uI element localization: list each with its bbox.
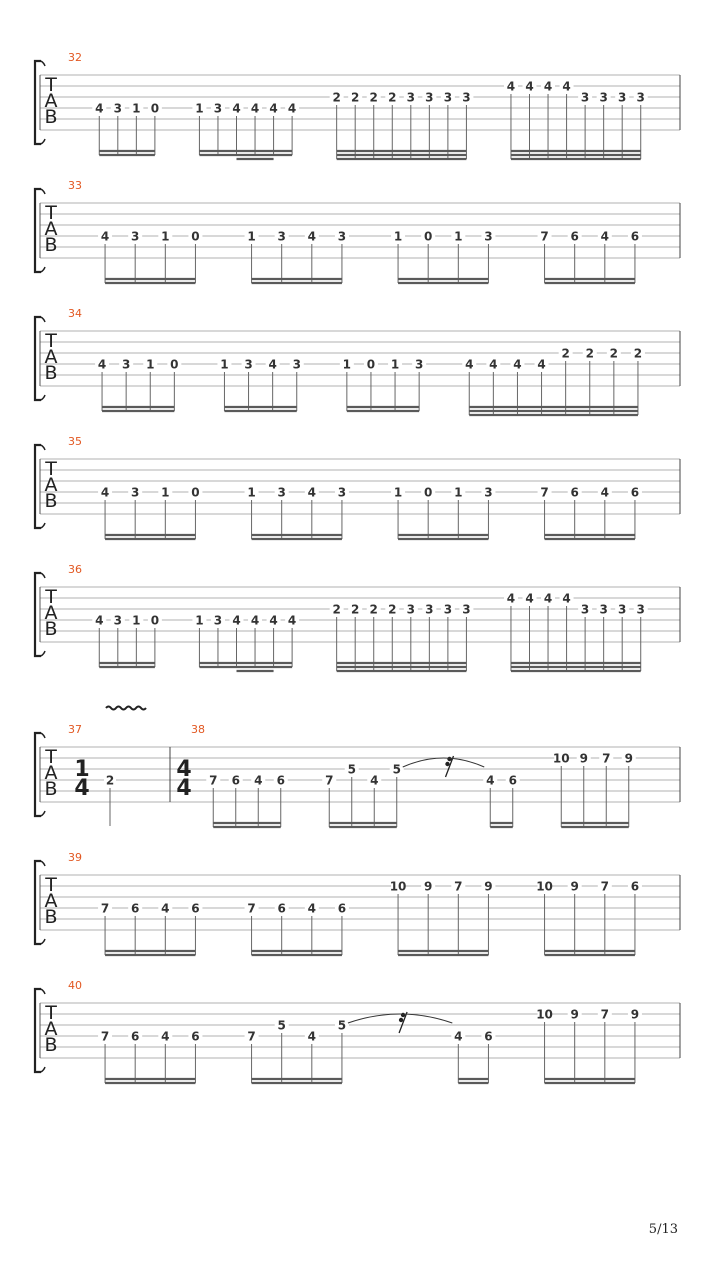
fret-number: 3 [580,90,590,105]
fret-number: 3 [462,90,471,105]
fret-number: 4 [100,485,110,500]
fret-number: 10 [536,879,553,894]
fret-number: 3 [425,90,434,105]
fret-number: 5 [347,762,356,777]
fret-number: 4 [543,591,553,606]
fret-number: 4 [287,613,297,628]
fret-number: 9 [484,879,493,894]
fret-number: 7 [540,485,549,500]
fret-number: 1 [161,485,170,500]
fret-number: 7 [209,773,218,788]
fret-number: 3 [636,90,645,105]
fret-number: 0 [424,229,433,244]
fret-number: 2 [585,346,594,361]
fret-number: 2 [561,346,570,361]
fret-number: 2 [388,602,397,617]
fret-number: 1 [132,101,141,116]
tab-clef-letter: B [44,778,58,800]
fret-number: 2 [351,90,360,105]
fret-number: 4 [537,357,546,372]
tab-clef-letter: B [44,618,58,640]
fret-number: 6 [484,1029,493,1044]
fret-number: 4 [232,613,241,628]
fret-number: 7 [247,901,256,916]
fret-number: 1 [393,229,403,244]
tab-clef-letter: B [44,1034,58,1056]
fret-number: 1 [390,357,400,372]
time-signature-top: 1 [74,757,90,782]
fret-number: 9 [570,879,579,894]
fret-number: 3 [131,485,140,500]
fret-number: 6 [231,773,240,788]
measure-number: 35 [68,435,82,448]
fret-number: 0 [191,229,200,244]
fret-number: 7 [600,879,609,894]
fret-number: 4 [287,101,297,116]
tab-clef-letter: A [44,346,58,368]
page-number: 5/13 [648,1222,678,1237]
tab-clef-letter: T [45,746,57,768]
fret-number: 1 [195,613,204,628]
fret-number: 5 [277,1018,286,1033]
fret-number: 10 [552,751,570,766]
fret-number: 4 [250,101,260,116]
fret-number: 6 [570,485,579,500]
fret-number: 3 [292,357,301,372]
fret-number: 3 [443,90,453,105]
bracket-hook [41,573,45,578]
fret-number: 4 [307,901,316,916]
tab-clef-letter: B [44,490,58,512]
fret-number: 3 [277,485,286,500]
tab-clef-letter: T [45,74,57,96]
fret-number: 3 [425,602,434,617]
tab-clef-letter: T [45,202,57,224]
fret-number: 4 [600,229,609,244]
rest-dot [447,757,451,761]
measure-number: 33 [68,179,82,192]
tab-clef-letter: T [45,1002,57,1024]
bracket-hook [41,139,45,144]
fret-number: 3 [462,602,471,617]
fret-number: 3 [484,485,493,500]
tab-clef-letter: T [45,458,57,480]
fret-number: 3 [213,101,223,116]
fret-number: 6 [570,229,579,244]
time-signature-top: 4 [176,757,192,782]
fret-number: 0 [424,485,433,500]
measure-number: 34 [68,307,82,320]
fret-number: 1 [454,229,463,244]
time-signature-bottom: 4 [74,776,90,801]
fret-number: 2 [332,602,341,617]
fret-number: 1 [220,357,229,372]
fret-number: 4 [486,773,495,788]
fret-number: 2 [351,602,360,617]
fret-number: 4 [161,1029,170,1044]
fret-number: 0 [150,613,160,628]
fret-number: 7 [100,1029,110,1044]
fret-number: 4 [307,1029,316,1044]
tab-clef-letter: B [44,362,58,384]
measure-number: 37 [68,723,82,736]
fret-number: 3 [131,229,140,244]
fret-number: 7 [247,1029,256,1044]
fret-number: 4 [543,79,553,94]
fret-number: 4 [506,591,516,606]
fret-number: 4 [525,591,534,606]
fret-number: 4 [489,357,498,372]
fret-number: 6 [191,1029,200,1044]
fret-number: 3 [113,101,122,116]
time-signature-bottom: 4 [176,776,192,801]
fret-number: 4 [269,613,278,628]
fret-number: 3 [113,613,122,628]
fret-number: 2 [609,346,619,361]
fret-number: 2 [369,602,378,617]
fret-number: 4 [254,773,263,788]
fret-number: 0 [150,101,160,116]
fret-number: 10 [389,879,407,894]
fret-number: 6 [277,901,286,916]
fret-number: 7 [540,229,549,244]
fret-number: 4 [269,101,278,116]
fret-number: 6 [337,901,347,916]
fret-number: 2 [105,773,115,788]
fret-number: 1 [195,101,204,116]
tab-clef-letter: A [44,1018,58,1040]
bracket-hook [41,445,45,450]
measure-number: 40 [68,979,82,992]
fret-number: 4 [307,229,316,244]
fret-number: 6 [131,901,140,916]
fret-number: 7 [100,901,110,916]
bracket-hook [41,61,45,66]
vibrato-mark [106,707,146,710]
fret-number: 9 [570,1007,579,1022]
fret-number: 3 [599,90,608,105]
fret-number: 3 [443,602,453,617]
fret-number: 4 [97,357,107,372]
fret-number: 5 [337,1018,347,1033]
fret-number: 0 [170,357,179,372]
fret-number: 9 [579,751,588,766]
fret-number: 2 [633,346,643,361]
measure-number: 32 [68,51,82,64]
tab-clef-letter: A [44,218,58,240]
bracket-hook [41,651,45,656]
fret-number: 7 [600,1007,609,1022]
bracket-hook [41,267,45,272]
fret-number: 2 [332,90,341,105]
fret-number: 4 [525,79,534,94]
fret-number: 4 [562,591,571,606]
fret-number: 4 [506,79,516,94]
tab-clef-letter: A [44,762,58,784]
fret-number: 3 [244,357,253,372]
fret-number: 3 [121,357,131,372]
fret-number: 7 [454,879,463,894]
fret-number: 5 [392,762,401,777]
tab-clef-letter: T [45,586,57,608]
bracket-hook [41,733,45,738]
bracket-hook [41,939,45,944]
fret-number: 10 [536,1007,553,1022]
fret-number: 3 [580,602,590,617]
fret-number: 1 [161,229,170,244]
bracket-hook [41,189,45,194]
bracket-hook [41,811,45,816]
fret-number: 4 [100,229,110,244]
fret-number: 1 [132,613,141,628]
tab-clef-letter: B [44,906,58,928]
fret-number: 4 [250,613,260,628]
tab-clef-letter: T [45,330,57,352]
bracket-hook [41,861,45,866]
fret-number: 1 [454,485,463,500]
fret-number: 1 [146,357,155,372]
tie-arc [403,758,485,767]
rest-dot [401,1013,405,1017]
bracket-hook [41,523,45,528]
fret-number: 3 [406,90,415,105]
fret-number: 3 [599,602,608,617]
fret-number: 4 [95,101,104,116]
fret-number: 3 [337,229,347,244]
fret-number: 4 [161,901,170,916]
fret-number: 3 [414,357,424,372]
fret-number: 6 [276,773,285,788]
tab-clef-letter: A [44,474,58,496]
fret-number: 4 [562,79,571,94]
fret-number: 3 [213,613,223,628]
measure-number: 39 [68,851,82,864]
fret-number: 6 [630,229,640,244]
fret-number: 0 [191,485,200,500]
tab-clef-letter: A [44,602,58,624]
bracket-hook [41,1067,45,1072]
fret-number: 6 [630,879,640,894]
measure-number: 36 [68,563,82,576]
tab-clef-letter: B [44,234,58,256]
fret-number: 3 [337,485,347,500]
fret-number: 9 [624,751,633,766]
fret-number: 2 [388,90,397,105]
fret-number: 3 [277,229,286,244]
bracket-hook [41,989,45,994]
fret-number: 4 [268,357,277,372]
tab-clef-letter: A [44,890,58,912]
fret-number: 3 [636,602,645,617]
fret-number: 3 [484,229,493,244]
fret-number: 9 [424,879,433,894]
fret-number: 1 [247,485,256,500]
fret-number: 7 [602,751,611,766]
fret-number: 6 [508,773,517,788]
fret-number: 0 [366,357,376,372]
rest-dot [399,1018,403,1022]
fret-number: 4 [307,485,316,500]
fret-number: 6 [191,901,200,916]
fret-number: 4 [232,101,241,116]
tab-clef-letter: T [45,874,57,896]
fret-number: 4 [95,613,104,628]
fret-number: 1 [342,357,352,372]
fret-number: 6 [131,1029,140,1044]
fret-number: 3 [406,602,415,617]
bracket-hook [41,395,45,400]
fret-number: 4 [600,485,609,500]
fret-number: 3 [618,90,627,105]
tab-clef-letter: A [44,90,58,112]
fret-number: 1 [247,229,256,244]
rest-dot [445,762,449,766]
fret-number: 4 [370,773,379,788]
measure-number: 38 [191,723,205,736]
fret-number: 4 [465,357,474,372]
fret-number: 4 [454,1029,463,1044]
fret-number: 3 [618,602,627,617]
fret-number: 6 [630,485,640,500]
tab-clef-letter: B [44,106,58,128]
fret-number: 4 [513,357,522,372]
bracket-hook [41,317,45,322]
fret-number: 2 [369,90,378,105]
fret-number: 9 [630,1007,640,1022]
fret-number: 7 [325,773,334,788]
fret-number: 1 [393,485,403,500]
